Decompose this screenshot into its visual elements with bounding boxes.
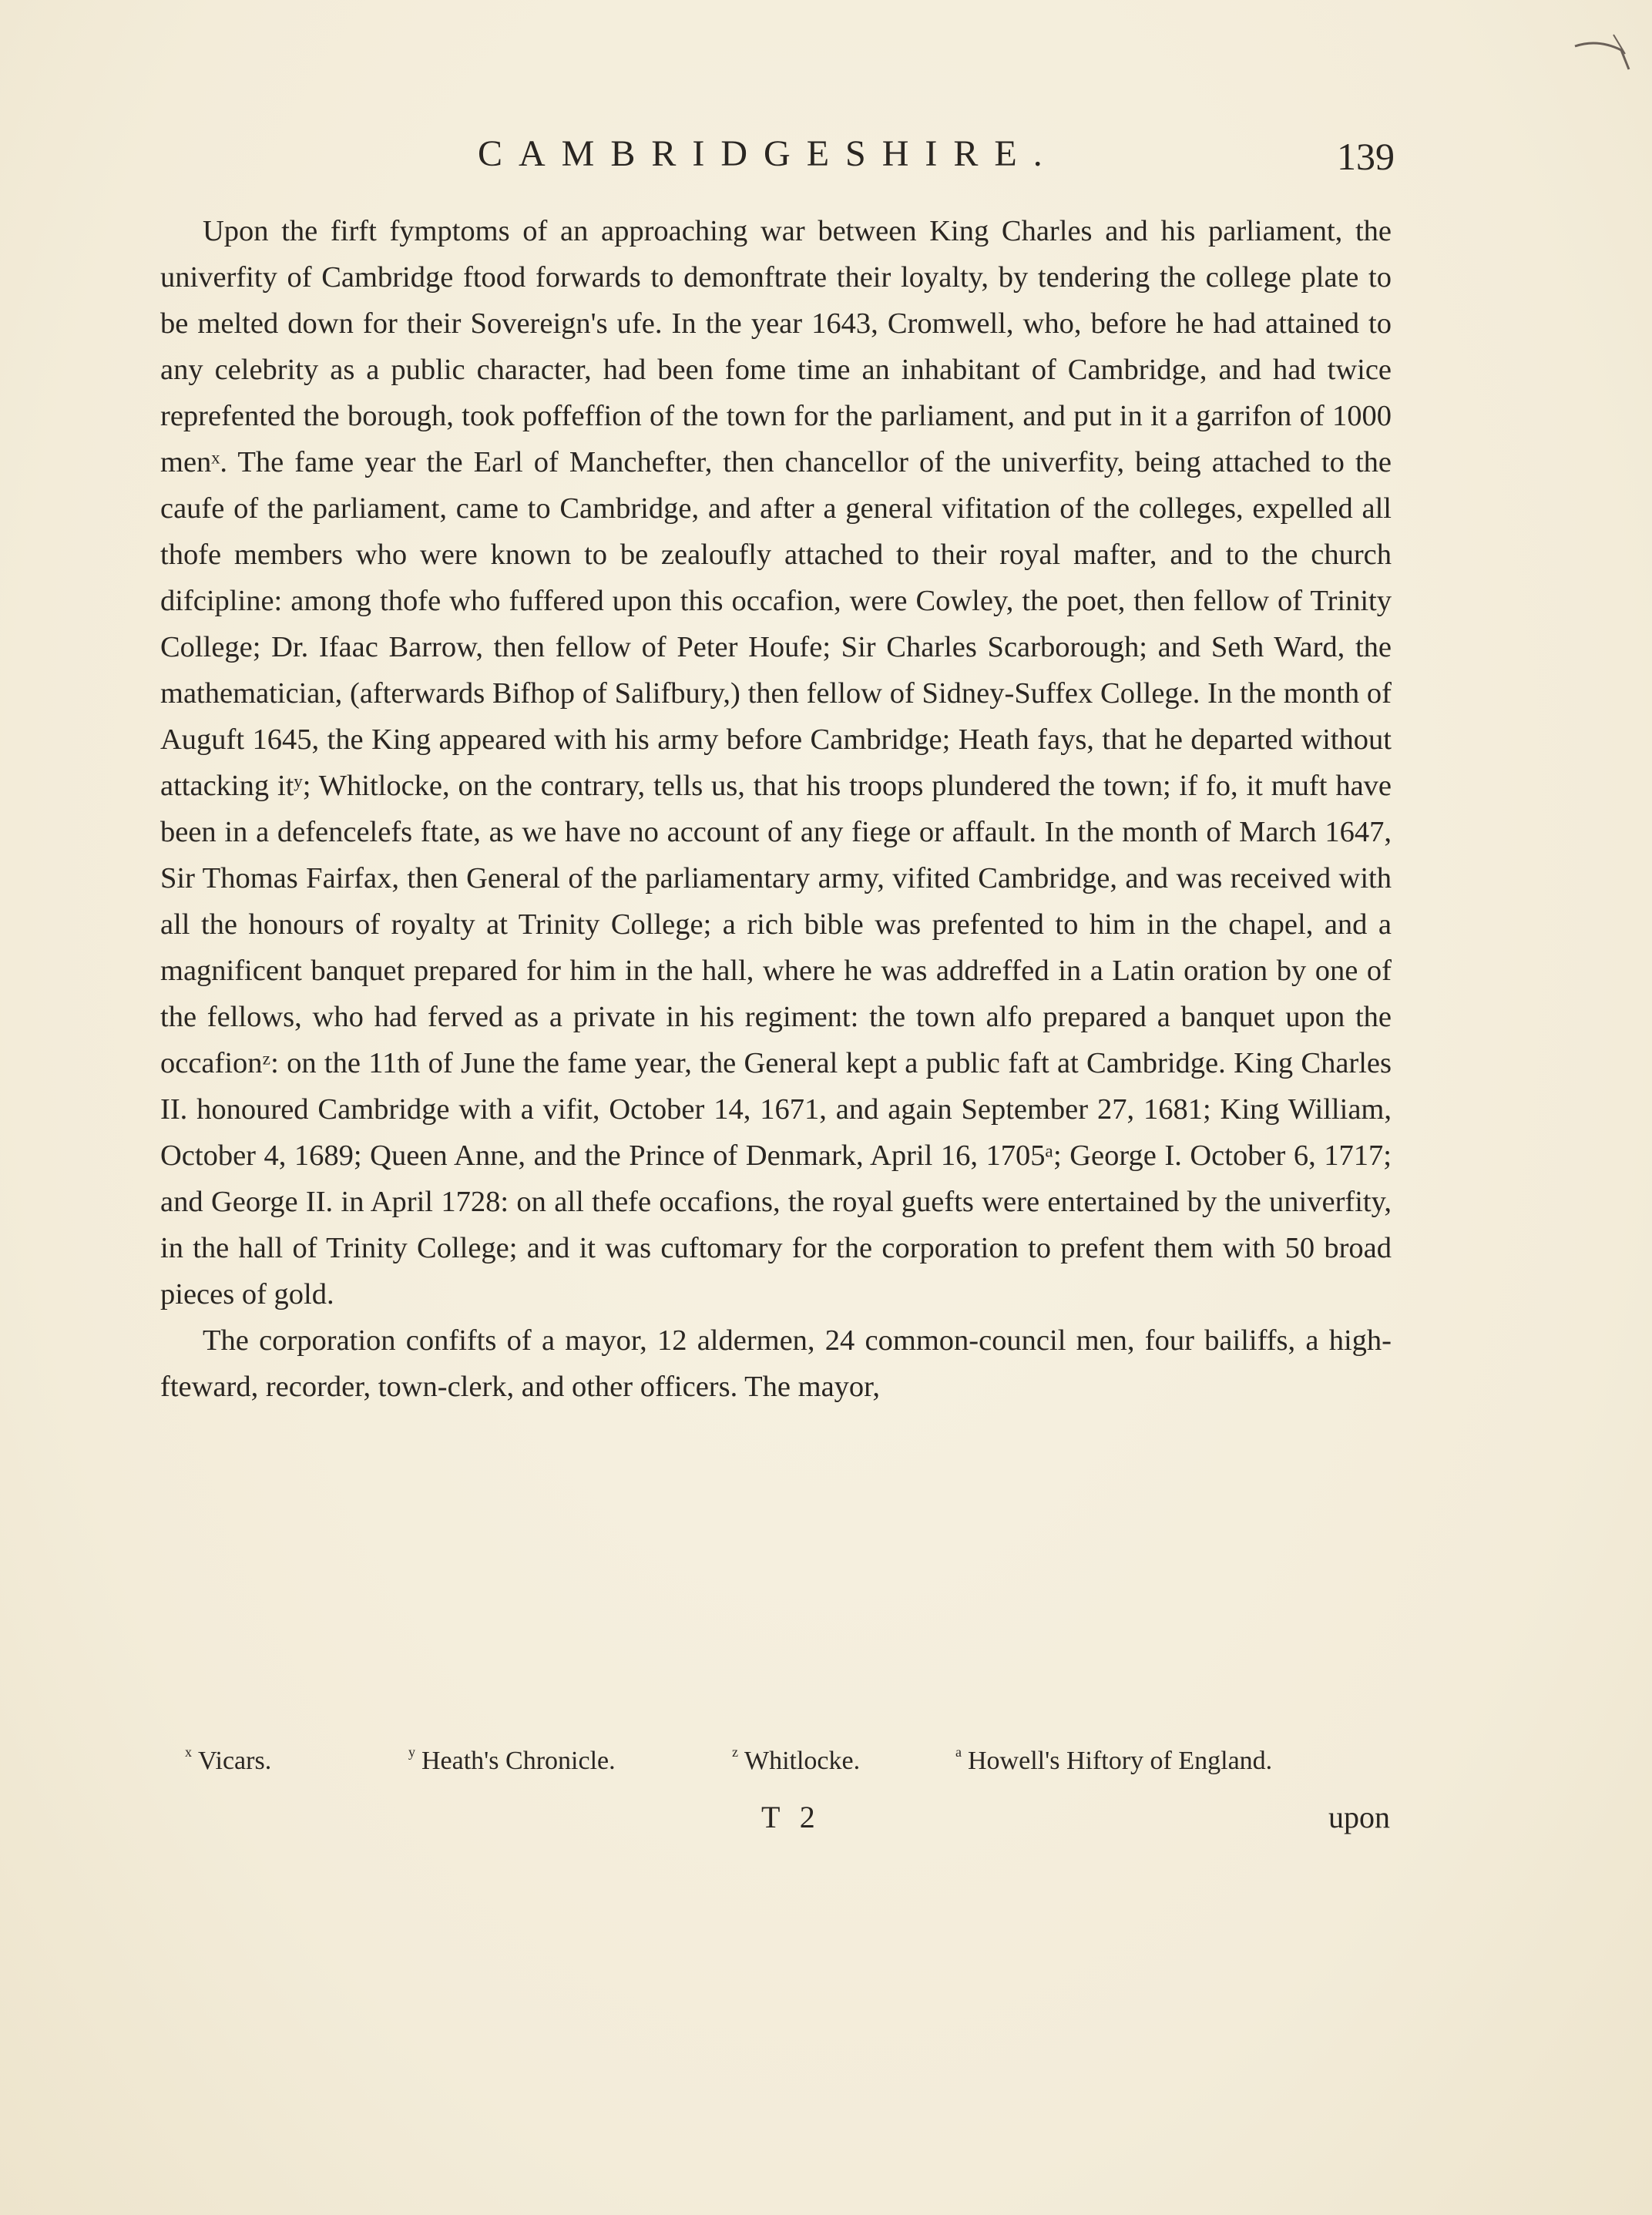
footnote-text: Whitlocke. — [744, 1747, 861, 1775]
page-number: 139 — [1337, 135, 1395, 178]
footnote — [185, 1744, 271, 1776]
footnote — [955, 1744, 1272, 1776]
footnote-mark: y — [408, 1744, 415, 1760]
ink-blot-mark — [1567, 23, 1637, 92]
page-header — [154, 133, 1395, 186]
footnote-text: Vicars. — [198, 1747, 272, 1775]
footnote-mark: a — [955, 1744, 962, 1760]
footnotes — [185, 1744, 1395, 1783]
signature-mark: T 2 — [761, 1800, 821, 1834]
running-head: CAMBRIDGESHIRE. — [478, 133, 1059, 174]
footnote-mark: x — [185, 1744, 192, 1760]
footnote — [408, 1744, 616, 1776]
footnote-text: Heath's Chronicle. — [421, 1747, 616, 1775]
footnote-mark: z — [732, 1744, 738, 1760]
catchword: upon — [1328, 1800, 1390, 1834]
paragraph: Upon the firft fymptoms of an approaching war between King Charles and his parliament, the univerfity of Cambridge ftood forwards to demonftrate their loyalty, by tendering the college plate to be melted down for their Sovereign's ufe. In the year 1643, Cromwell, who, before he had attained to any celebrity as a public character, had been fome time an inhabitant of Cambridge, and had twice reprefented the borough, took poffeffion of the town for the parliament, and put in it a garrifon of 1000 menˣ. The fame year the Earl of Manchefter, then chancellor of the univerfity, being attached to the caufe of the parliament, came to Cambridge, and after a general vifitation of the colleges, expelled all thofe members who were known to be zealoufly attached to their royal mafter, and to the church difcipline: among thofe who fuffered upon this occafion, were Cowley, the poet, then fellow of Trinity College; Dr. Ifaac Barrow, then fellow of Peter Houfe; Sir Charles Scarborough; and Seth Ward, the mathematician, (afterwards Bifhop of Salifbury,) then fellow of Sidney-Suffex College. In the month of Auguft 1645, the King appeared with his army before Cambridge; Heath fays, that he departed without attacking itʸ; Whitlocke, on the contrary, tells us, that his troops plundered the town; if fo, it muft have been in a defencelefs ftate, as we have no account of any fiege or affault. In the month of March 1647, Sir Thomas Fairfax, then General of the parliamentary army, vifited Cambridge, and was received with all the honours of royalty at Trinity College; a rich bible was prefented to him in the chapel, and a magnificent banquet prepared for him in the hall, where he was addreffed in a Latin oration by one of the fellows, who had ferved as a private in his regiment: the town alfo prepared a banquet upon the occafionᶻ: on the 11th of June the fame year, the General kept a public faft at Cambridge. King Charles II. honoured Cambridge with a vifit, October 14, 1671, and again September 27, 1681; King William, October 4, 1689; Queen Anne, and the Prince of Denmark, April 16, 1705ᵃ; George I. October 6, 1717; and George II. in April 1728: on all thefe occafions, the royal guefts were entertained by the univerfity, in the hall of Trinity College; and it was cuftomary for the corporation to prefent them with 50 broad pieces of gold. — [160, 215, 1392, 1311]
main-text — [160, 208, 1392, 1410]
paragraph: The corporation confifts of a mayor, 12 aldermen, 24 common-council men, four bailiffs, a high-fteward, recorder, town-clerk, and other officers. The mayor, — [160, 1324, 1392, 1403]
footnote — [732, 1744, 860, 1776]
footnote-text: Howell's Hiftory of England. — [968, 1747, 1273, 1775]
